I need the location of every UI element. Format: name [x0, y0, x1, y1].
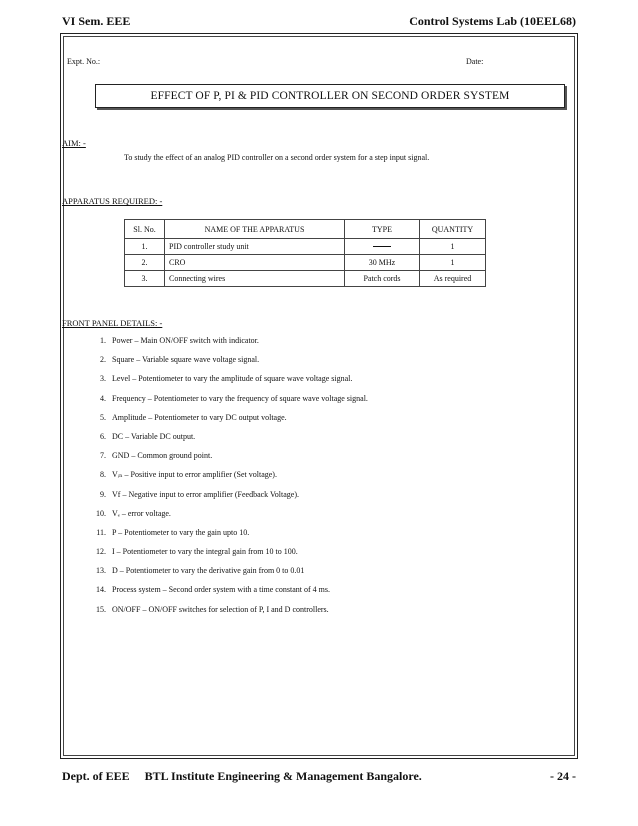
- item-text: P – Potentiometer to vary the gain upto 10.: [112, 527, 250, 537]
- header-course: Control Systems Lab (10EEL68): [409, 14, 576, 28]
- table-row: [125, 255, 486, 271]
- experiment-title: EFFECT OF P, PI & PID CONTROLLER ON SECOND ORDER SYSTEM: [95, 84, 565, 108]
- list-item: [88, 547, 368, 566]
- item-text: Vf – Negative input to error amplifier (Feedback Voltage).: [112, 489, 299, 499]
- item-number: 2.: [100, 355, 106, 365]
- expt-number-label: Expt. No.:: [67, 57, 101, 66]
- list-item: [88, 355, 368, 374]
- item-text: Vₑ – error voltage.: [112, 508, 171, 518]
- cell-slno: 1.: [125, 239, 165, 255]
- apparatus-table: [124, 219, 486, 287]
- item-number: 4.: [100, 393, 106, 403]
- item-number: 13.: [96, 566, 106, 576]
- cell-name: Connecting wires: [165, 271, 345, 287]
- item-number: 11.: [96, 527, 106, 537]
- cell-name: CRO: [165, 255, 345, 271]
- item-text: GND – Common ground point.: [112, 451, 213, 461]
- item-text: Process system – Second order system with a time constant of 4 ms.: [112, 585, 330, 595]
- list-item: [88, 374, 368, 393]
- list-item: [88, 413, 368, 432]
- aim-label: AIM: -: [62, 138, 86, 148]
- item-number: 3.: [100, 374, 106, 384]
- item-text: D – Potentiometer to vary the derivative gain from 0 to 0.01: [112, 566, 305, 576]
- item-number: 9.: [100, 489, 106, 499]
- item-number: 6.: [100, 431, 106, 441]
- list-item: [88, 394, 368, 413]
- cell-name: PID controller study unit: [165, 239, 345, 255]
- col-header-slno: Sl. No.: [125, 220, 165, 239]
- item-number: 10.: [96, 508, 106, 518]
- item-number: 1.: [100, 336, 106, 345]
- cell-quantity: 1: [420, 255, 486, 271]
- item-text: Amplitude – Potentiometer to vary DC output voltage.: [112, 412, 287, 422]
- col-header-quantity: QUANTITY: [420, 220, 486, 239]
- item-number: 5.: [100, 412, 106, 422]
- item-number: 7.: [100, 451, 106, 461]
- cell-quantity: 1: [420, 239, 486, 255]
- front-panel-label: FRONT PANEL DETAILS: -: [62, 318, 163, 328]
- cell-slno: 2.: [125, 255, 165, 271]
- item-text: Power – Main ON/OFF switch with indicator.: [112, 336, 259, 345]
- list-item: [88, 432, 368, 451]
- list-item: [88, 336, 368, 355]
- table-row: [125, 239, 486, 255]
- item-text: Frequency – Potentiometer to vary the frequency of square wave voltage signal.: [112, 393, 368, 403]
- list-item: [88, 470, 368, 489]
- item-number: 14.: [96, 585, 106, 595]
- cell-type-dash: [345, 239, 420, 255]
- date-label: Date:: [466, 57, 484, 66]
- list-item: [88, 605, 368, 624]
- list-item: [88, 528, 368, 547]
- header-semester: VI Sem. EEE: [62, 14, 131, 28]
- item-text: Square – Variable square wave voltage signal.: [112, 355, 260, 365]
- col-header-name: NAME OF THE APPARATUS: [165, 220, 345, 239]
- table-header-row: [125, 220, 486, 239]
- item-number: 12.: [96, 547, 106, 557]
- table-row: [125, 271, 486, 287]
- cell-slno: 3.: [125, 271, 165, 287]
- cell-type: 30 MHz: [345, 255, 420, 271]
- item-text: I – Potentiometer to vary the integral gain from 10 to 100.: [112, 547, 298, 557]
- list-item: [88, 566, 368, 585]
- cell-type: Patch cords: [345, 271, 420, 287]
- item-text: Vᵢₙ – Positive input to error amplifier (Set voltage).: [112, 470, 277, 480]
- item-text: ON/OFF – ON/OFF switches for selection of P, I and D controllers.: [112, 604, 329, 614]
- aim-text: To study the effect of an analog PID controller on a second order system for a step input signal.: [124, 153, 430, 162]
- col-header-type: TYPE: [345, 220, 420, 239]
- item-text: Level – Potentiometer to vary the amplitude of square wave voltage signal.: [112, 374, 353, 384]
- item-number: 8.: [100, 470, 106, 480]
- list-item: [88, 585, 368, 604]
- front-panel-list: [88, 336, 368, 624]
- cell-quantity: As required: [420, 271, 486, 287]
- page-number: - 24 -: [550, 769, 576, 783]
- apparatus-label: APPARATUS REQUIRED: -: [62, 196, 163, 206]
- list-item: [88, 490, 368, 509]
- item-number: 15.: [96, 604, 106, 614]
- footer-department: Dept. of EEE BTL Institute Engineering & Management Bangalore.: [62, 769, 422, 783]
- dash-mark: [373, 246, 391, 247]
- list-item: [88, 451, 368, 470]
- list-item: [88, 509, 368, 528]
- item-text: DC – Variable DC output.: [112, 431, 196, 441]
